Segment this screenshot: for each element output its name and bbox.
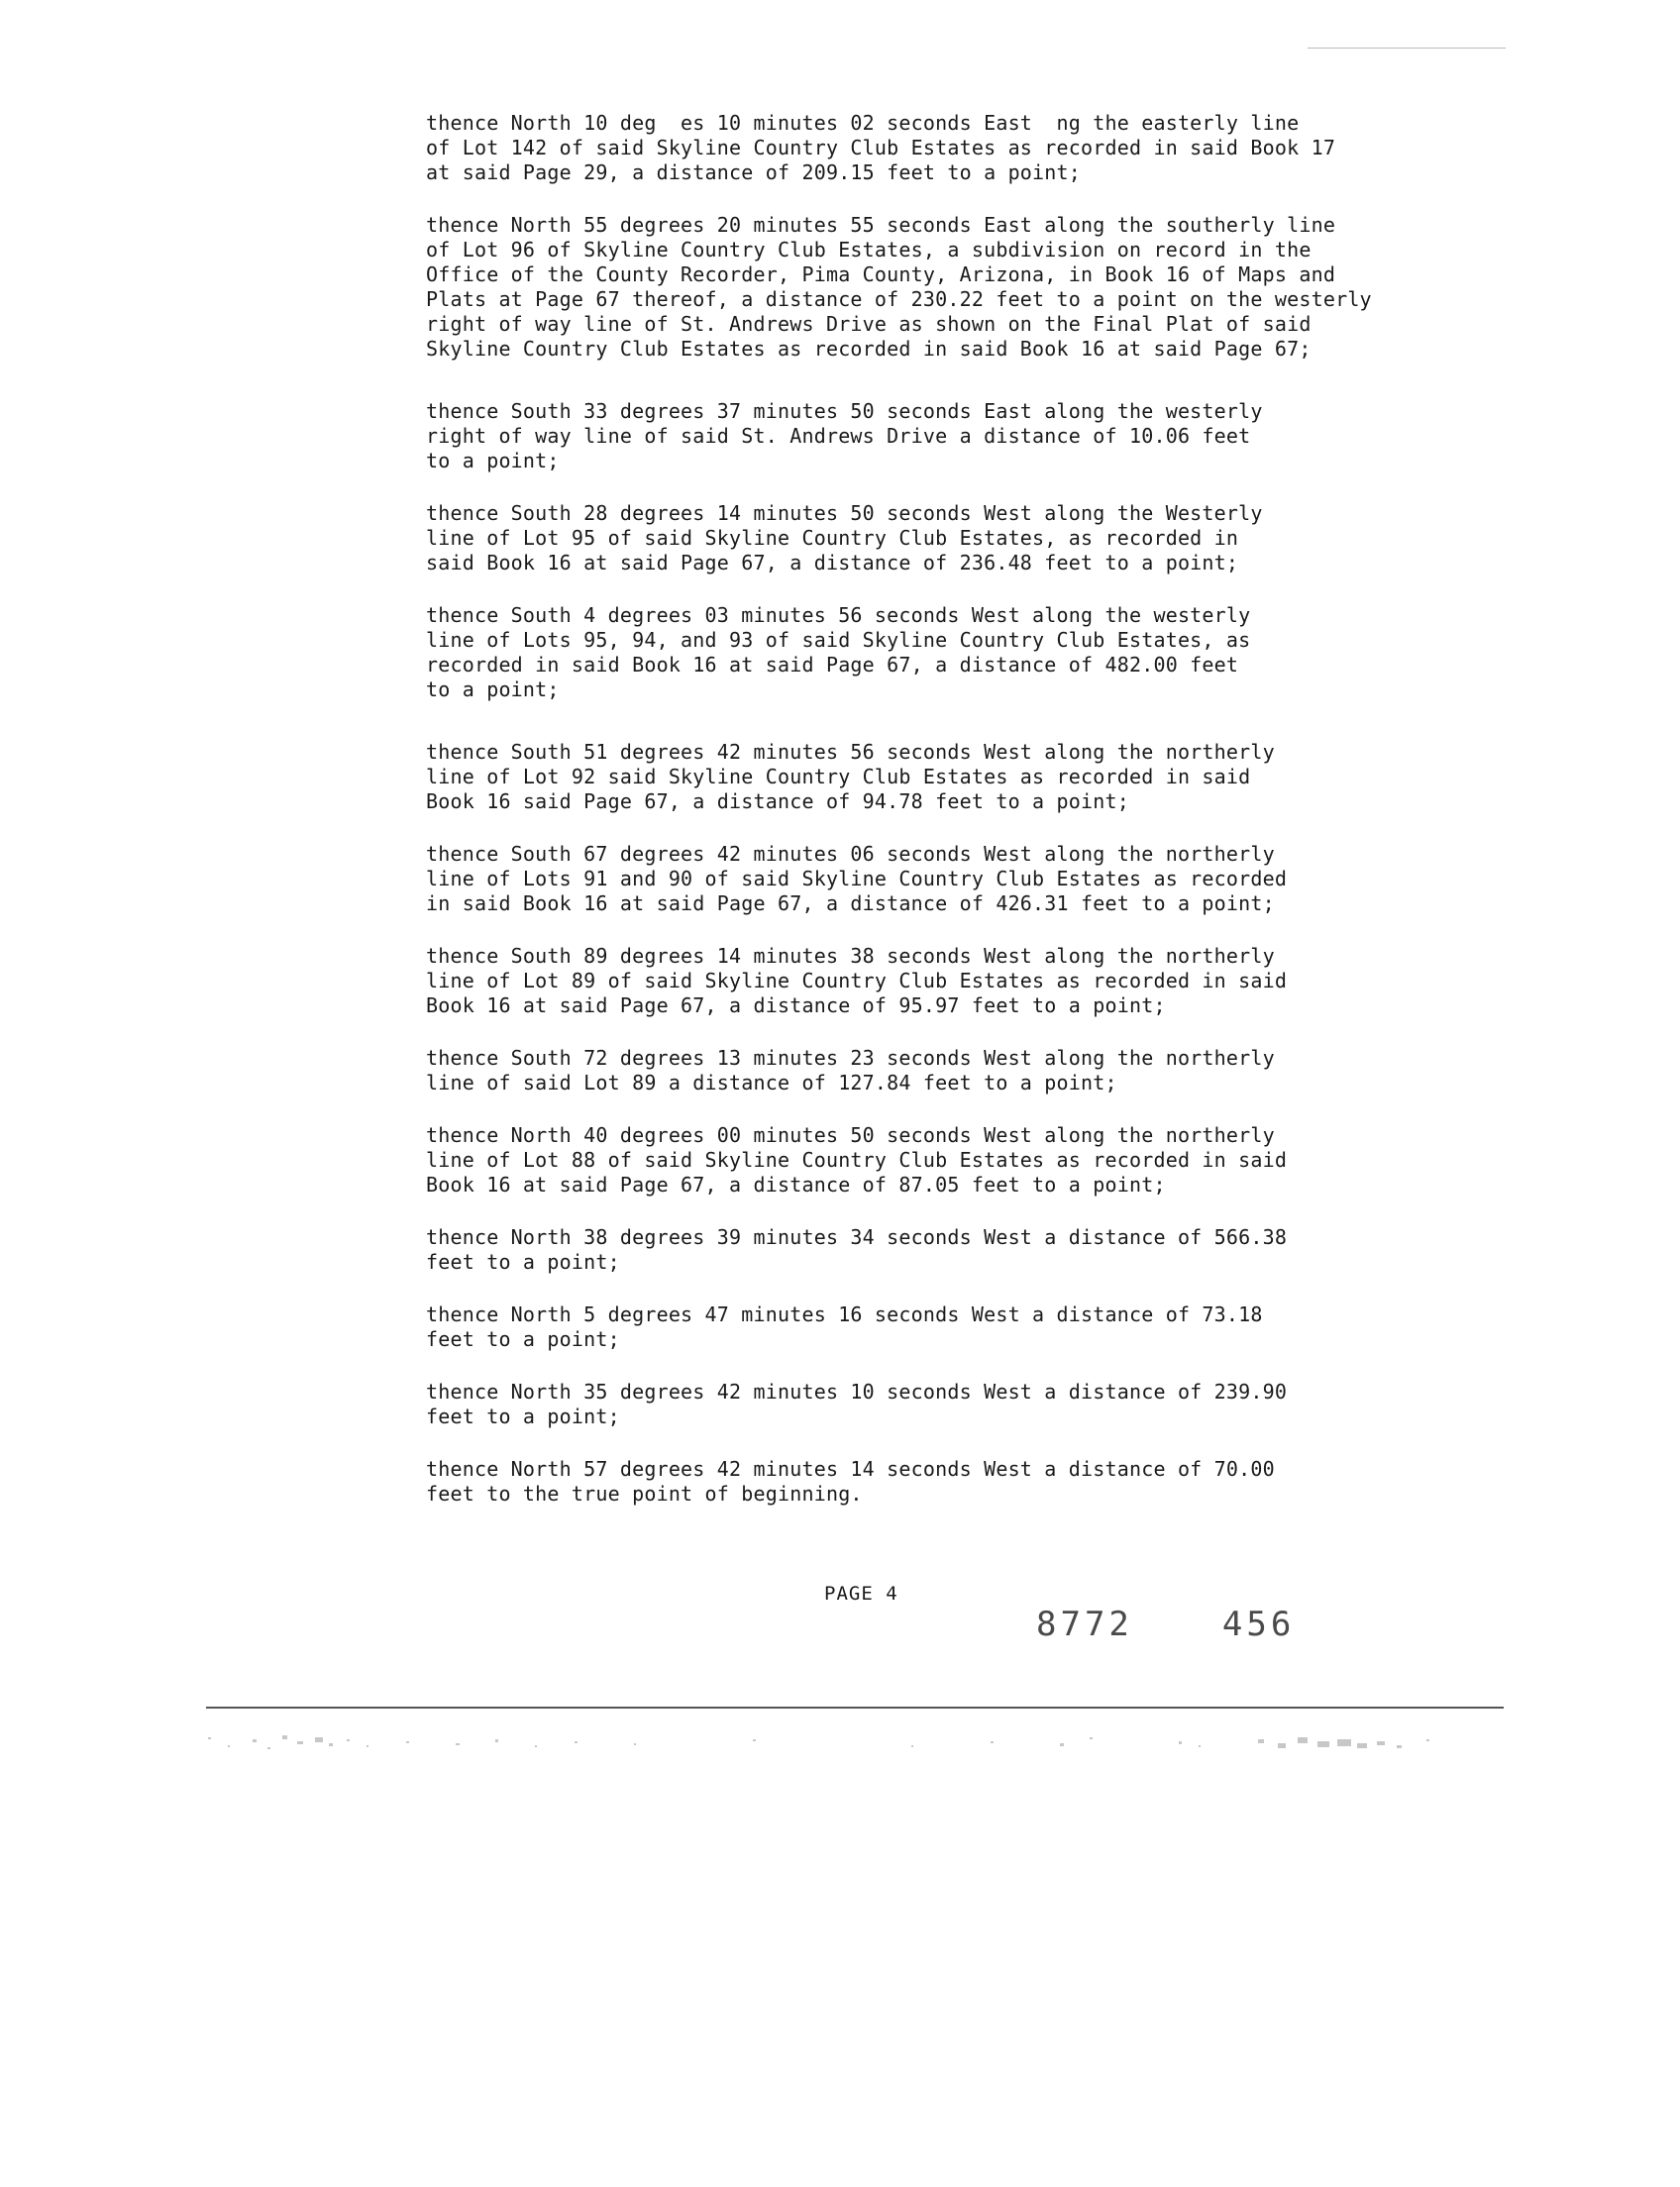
recording-stamp bbox=[1036, 1605, 1295, 1644]
course-paragraph-8: thence South 89 degrees 14 minutes 38 seconds West along the northerly line of Lot 89 of said Skyline Country Club Estates as recorded in said Book 16 at said Page 67, a distance of 95.97 feet to a point; bbox=[426, 944, 1288, 1017]
legal-description-body bbox=[426, 111, 1456, 1534]
course-paragraph-4: thence South 28 degrees 14 minutes 50 seconds West along the Westerly line of Lot 95 of said Skyline Country Club Estates, as recorded in said Book 16 at said Page 67, a distance of 236.48 feet to a point; bbox=[426, 501, 1263, 574]
course-paragraph-2: thence North 55 degrees 20 minutes 55 seconds East along the southerly line of Lot 96 of Skyline Country Club Estates, a subdivision on record in the Office of the County Recorder, Pima County, Arizona, in Book 16 of Maps and Plats at Page 67 thereof, a distance of 230.22 feet to a point on the westerly right of way line of St. Andrews Drive as shown on the Final Plat of said Skyline Country Club Estates as recorded in said Book 16 at said Page 67; bbox=[426, 213, 1372, 361]
course-paragraph-7: thence South 67 degrees 42 minutes 06 seconds West along the northerly line of Lots 91 and 90 of said Skyline Country Club Estates as recorded in said Book 16 at said Page 67, a distance of 426.31 feet to a point; bbox=[426, 842, 1288, 915]
recording-page: 456 bbox=[1221, 1605, 1296, 1644]
course-paragraph-11: thence North 38 degrees 39 minutes 34 seconds West a distance of 566.38 feet to a point; bbox=[426, 1225, 1288, 1274]
course-paragraph-1: thence North 10 deg es 10 minutes 02 seconds East ng the easterly line of Lot 142 of said Skyline Country Club Estates as recorded in said Book 17 at said Page 29, a distance of 209.15 feet to a point; bbox=[426, 111, 1336, 184]
course-paragraph-9: thence South 72 degrees 13 minutes 23 seconds West along the northerly line of said Lot 89 a distance of 127.84 feet to a point; bbox=[426, 1046, 1275, 1094]
course-paragraph-10: thence North 40 degrees 00 minutes 50 seconds West along the northerly line of Lot 88 of said Skyline Country Club Estates as recorded in said Book 16 at said Page 67, a distance of 87.05 feet to a point; bbox=[426, 1123, 1288, 1197]
course-paragraph-5: thence South 4 degrees 03 minutes 56 seconds West along the westerly line of Lots 95, 94, and 93 of said Skyline Country Club Estates, as recorded in said Book 16 at said Page 67, a distance of 482.00 feet to a point; bbox=[426, 603, 1251, 701]
course-paragraph-3: thence South 33 degrees 37 minutes 50 seconds East along the westerly right of way line of said St. Andrews Drive a distance of 10.06 feet to a point; bbox=[426, 399, 1263, 472]
bottom-divider bbox=[206, 1707, 1504, 1709]
scan-noise-artifact bbox=[198, 1718, 1506, 1773]
page-number-label: PAGE 4 bbox=[824, 1583, 898, 1605]
course-paragraph-6: thence South 51 degrees 42 minutes 56 seconds West along the northerly line of Lot 92 said Skyline Country Club Estates as recorded in said Book 16 said Page 67, a distance of 94.78 feet to a point; bbox=[426, 740, 1275, 813]
top-scan-line bbox=[1308, 48, 1506, 49]
course-paragraph-13: thence North 35 degrees 42 minutes 10 seconds West a distance of 239.90 feet to a point; bbox=[426, 1380, 1288, 1428]
recording-docket: 8772 bbox=[1036, 1605, 1133, 1644]
course-paragraph-14: thence North 57 degrees 42 minutes 14 seconds West a distance of 70.00 feet to the true point of beginning. bbox=[426, 1457, 1275, 1506]
course-paragraph-12: thence North 5 degrees 47 minutes 16 seconds West a distance of 73.18 feet to a point; bbox=[426, 1302, 1263, 1351]
